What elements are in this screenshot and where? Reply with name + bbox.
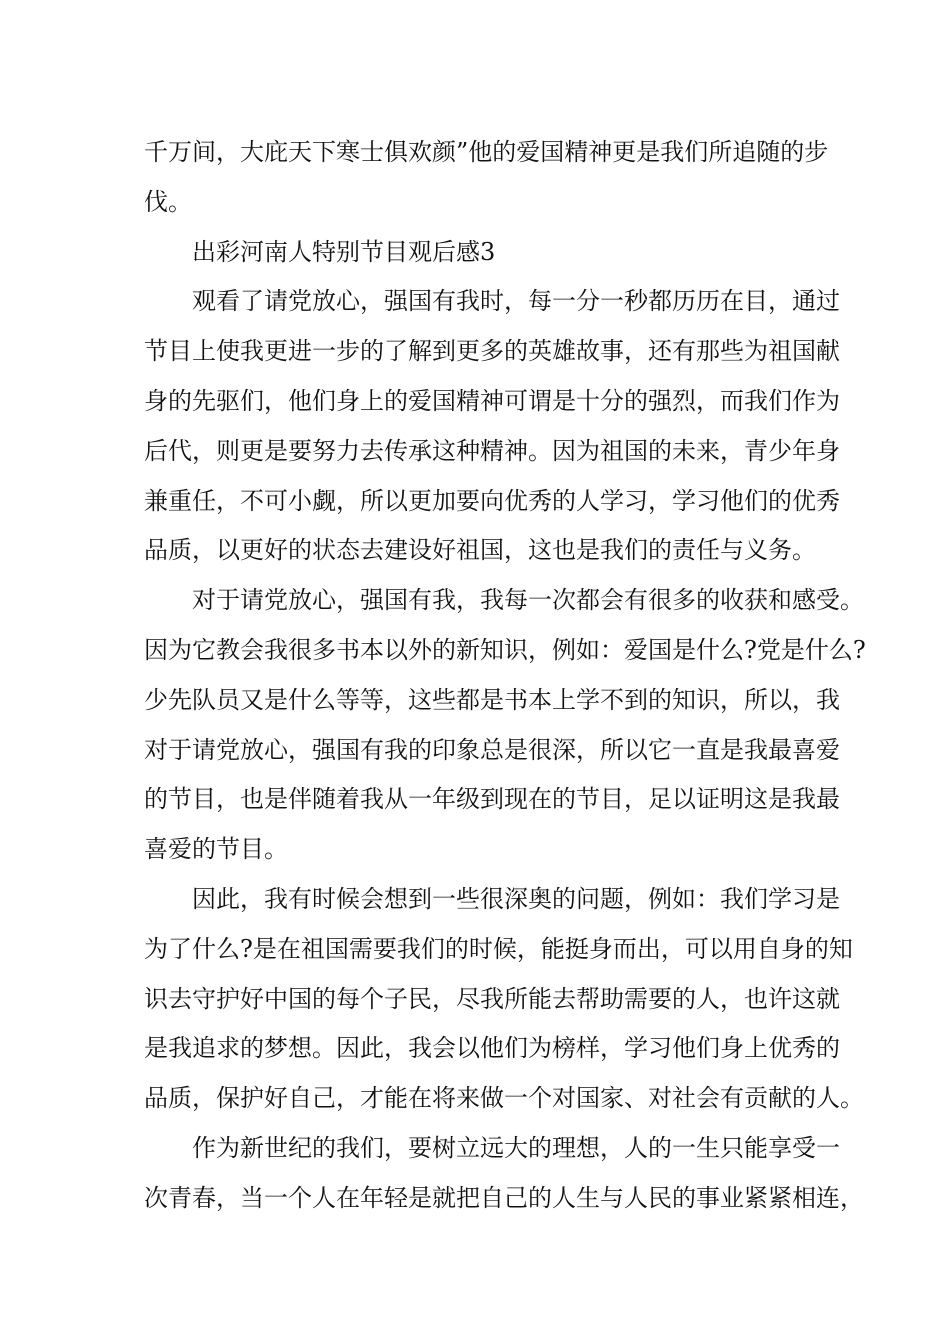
paragraph-line: 为了什么?是在祖国需要我们的时候，能挺身而出，可以用自身的知: [144, 934, 853, 963]
paragraph-line: 观看了请党放心，强国有我时，每一分一秒都历历在目，通过: [192, 287, 840, 316]
paragraph-line: 因此，我有时候会想到一些很深奥的问题，例如：我们学习是: [192, 884, 840, 913]
paragraph-line: 千万间，大庇天下寒士俱欢颜”他的爱国精神更是我们所追随的步: [144, 138, 829, 166]
paragraph-line: 作为新世纪的我们，要树立远大的理想，人的一生只能享受一: [192, 1133, 840, 1162]
paragraph-line: 身的先驱们，他们身上的爱国精神可谓是十分的强烈，而我们作为: [144, 386, 840, 415]
paragraph-line: 少先队员又是什么等等，这些都是书本上学不到的知识，所以，我: [144, 685, 840, 714]
paragraph-line: 次青春，当一个人在年轻是就把自己的人生与人民的事业紧紧相连，: [144, 1183, 864, 1212]
paragraph-line: 识去守护好中国的每个子民，尽我所能去帮助需要的人，也许这就: [144, 984, 840, 1013]
paragraph-line: 对于请党放心，强国有我的印象总是很深，所以它一直是我最喜爱: [144, 735, 840, 764]
paragraph-line: 喜爱的节目。: [144, 835, 288, 864]
paragraph-line: 品质，以更好的状态去建设好祖国，这也是我们的责任与义务。: [144, 536, 816, 565]
section-heading: 出彩河南人特别节目观后感3: [192, 237, 496, 266]
paragraph-line: 因为它教会我很多书本以外的新知识，例如：爱国是什么?党是什么?: [144, 635, 866, 664]
paragraph-line: 伐。: [144, 187, 192, 216]
paragraph-line: 品质，保护好自己，才能在将来做一个对国家、对社会有贡献的人。: [144, 1084, 864, 1113]
document-body: [144, 128, 866, 1224]
paragraph-line: 对于请党放心，强国有我，我每一次都会有很多的收获和感受。: [192, 586, 864, 615]
paragraph-line: 后代，则更是要努力去传承这种精神。因为祖国的未来，青少年身: [144, 436, 840, 465]
paragraph-line: 节目上使我更进一步的了解到更多的英雄故事，还有那些为祖国献: [144, 337, 840, 366]
paragraph-line: 的节目，也是伴随着我从一年级到现在的节目，足以证明这是我最: [144, 785, 840, 814]
paragraph-line: 是我追求的梦想。因此，我会以他们为榜样，学习他们身上优秀的: [144, 1034, 840, 1063]
paragraph-line: 兼重任，不可小觑，所以更加要向优秀的人学习，学习他们的优秀: [144, 486, 840, 515]
